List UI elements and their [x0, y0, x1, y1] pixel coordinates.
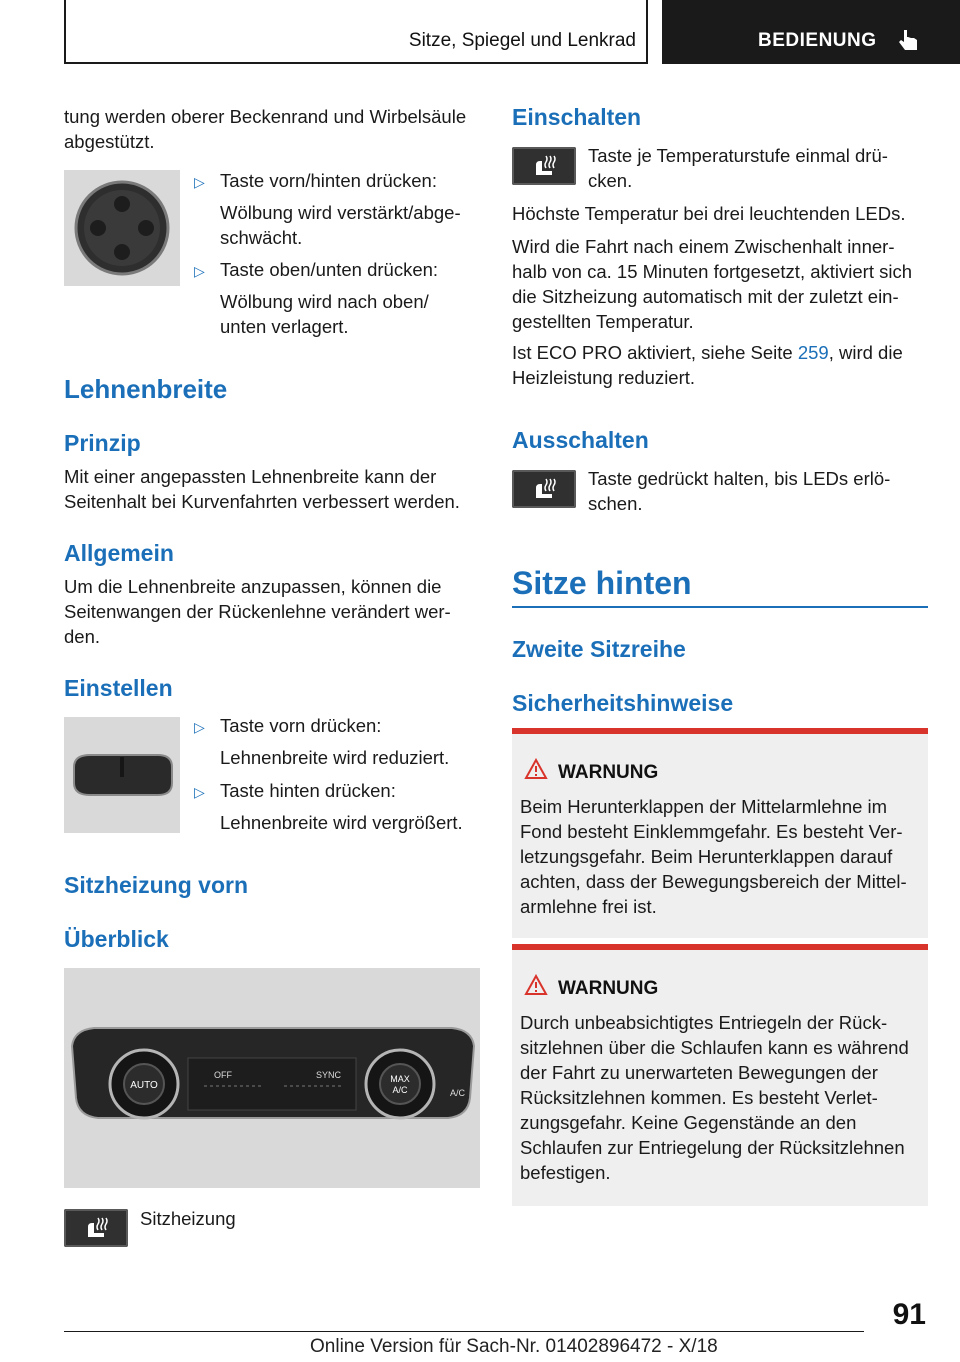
seat-heating-icon: [64, 1209, 128, 1247]
header-chapter-label: BEDIENUNG: [758, 30, 877, 51]
header-section-title: Sitze, Spiegel und Lenkrad: [408, 30, 636, 51]
heading-sitzheizung-vorn: Sitzheizung vorn: [64, 872, 248, 898]
list-item-result: Wölbung wird nach oben/ unten verlagert.: [220, 291, 429, 337]
warning-box: [512, 944, 928, 1206]
paragraph-eco-pro: Ist ECO PRO aktiviert, siehe Seite 259, wird die Heizleistung reduziert.: [512, 342, 903, 388]
heading-einstellen: Einstellen: [64, 675, 173, 701]
heading-ueberblick: Überblick: [64, 926, 169, 952]
lumbar-button-image: [64, 170, 180, 286]
intro-text: tung werden oberer Beckenrand und Wirbelsäule abgestützt.: [64, 106, 467, 152]
list-item-text: Taste oben/unten drücken:: [220, 259, 439, 280]
list-item-result: Lehnenbreite wird reduziert.: [220, 747, 450, 768]
page-number: 91: [892, 1298, 926, 1331]
heading-allgemein: Allgemein: [64, 540, 174, 566]
climate-panel-image: [64, 968, 480, 1188]
prinzip-text: Mit einer angepassten Lehnenbreite kann der Seitenhalt bei Kurvenfahrten verbessert werden.: [64, 466, 460, 512]
backrest-width-control-icon: [64, 717, 180, 833]
heading-zweite-sitzreihe: Zweite Sitzreihe: [512, 636, 686, 662]
section-divider: [512, 606, 928, 608]
lumbar-control-icon: [64, 170, 180, 286]
warning-triangle-icon: [524, 758, 548, 780]
heading-sicherheitshinweise: Sicherheitshinweise: [512, 690, 734, 716]
warning-box: [512, 728, 928, 938]
list-item-text: Taste hinten drücken:: [220, 780, 396, 801]
warning-title: WARNUNG: [558, 762, 659, 783]
einschalten-text: Taste je Temperaturstufe einmal drü‐ cken.: [588, 145, 888, 191]
page-link-259[interactable]: 259: [797, 342, 829, 363]
list-item-text: Taste vorn/hinten drücken:: [220, 170, 437, 191]
seat-heating-icon: [512, 147, 576, 185]
panel-max-label: MAX: [390, 1074, 410, 1084]
footer-divider: [64, 1331, 864, 1332]
list-triangle-icon: ▷: [194, 719, 205, 735]
backrest-width-button-image: [64, 717, 180, 833]
warning-text: Beim Herunterklappen der Mittelarmlehne im Fond besteht Einklemmgefahr. Es besteht Ver‐ letzungsgefahr. Beim Herunterklappen darauf achten, dass der Bewegungsbereich der Mittel‐ armlehne frei ist.: [520, 796, 907, 917]
warning-text: Durch unbeabsichtigtes Entriegeln der Rück‐ sitzlehnen über die Schlaufen kann es während der Fahrt zu unerwarteten Bewegungen der Rücksitzlehnen kommen. Es besteht Verlet‐ zungsgefahr. Keine Gegenstände an den Schlaufen zur Entriegelung der Rücksitzlehnen befestigen.: [520, 1012, 909, 1183]
panel-sync-label: SYNC: [316, 1070, 342, 1080]
ausschalten-text: Taste gedrückt halten, bis LEDs erlö‐ schen.: [588, 468, 891, 514]
list-item-result: Lehnenbreite wird vergrößert.: [220, 812, 463, 833]
heading-ausschalten: Ausschalten: [512, 427, 649, 453]
list-triangle-icon: ▷: [194, 174, 205, 190]
seat-heating-caption: Sitzheizung: [140, 1208, 236, 1229]
seat-heating-button-icon: [64, 1209, 128, 1247]
list-item-result: Wölbung wird verstärkt/abge‐ schwächt.: [220, 202, 461, 248]
allgemein-text: Um die Lehnenbreite anzupassen, können die Seitenwangen der Rückenlehne verändert wer‐ den.: [64, 576, 451, 647]
panel-ac-label: A/C: [450, 1088, 466, 1098]
climate-control-panel-icon: [64, 968, 480, 1188]
heading-lehnenbreite: Lehnenbreite: [64, 374, 228, 404]
pointing-hand-icon: [898, 28, 920, 54]
warning-triangle-icon: [524, 974, 548, 996]
seat-heating-button-icon: [512, 147, 576, 185]
list-item-text: Taste vorn drücken:: [220, 715, 382, 736]
panel-auto-label: AUTO: [130, 1080, 158, 1091]
list-triangle-icon: ▷: [194, 784, 205, 800]
seat-heating-icon: [512, 470, 576, 508]
list-triangle-icon: ▷: [194, 263, 205, 279]
heading-einschalten: Einschalten: [512, 104, 642, 130]
online-version-text: Online Version für Sach-Nr. 01402896472 - X/18: [310, 1336, 718, 1357]
paragraph-hoechste-temperatur: Höchste Temperatur bei drei leuchtenden LEDs.: [512, 203, 906, 224]
warning-title: WARNUNG: [558, 978, 659, 999]
seat-heating-button-icon: [512, 470, 576, 508]
heading-sitze-hinten: Sitze hinten: [512, 565, 692, 601]
heading-prinzip: Prinzip: [64, 430, 141, 456]
panel-max-ac-label: A/C: [392, 1085, 408, 1095]
paragraph-zwischenhalt: Wird die Fahrt nach einem Zwischenhalt inner‐ halb von ca. 15 Minuten fortgesetzt, aktiviert sich die Sitzheizung automatisch mit der zuletzt ein‐ gestellten Temperatur.: [512, 236, 913, 332]
panel-off-label: OFF: [214, 1070, 232, 1080]
